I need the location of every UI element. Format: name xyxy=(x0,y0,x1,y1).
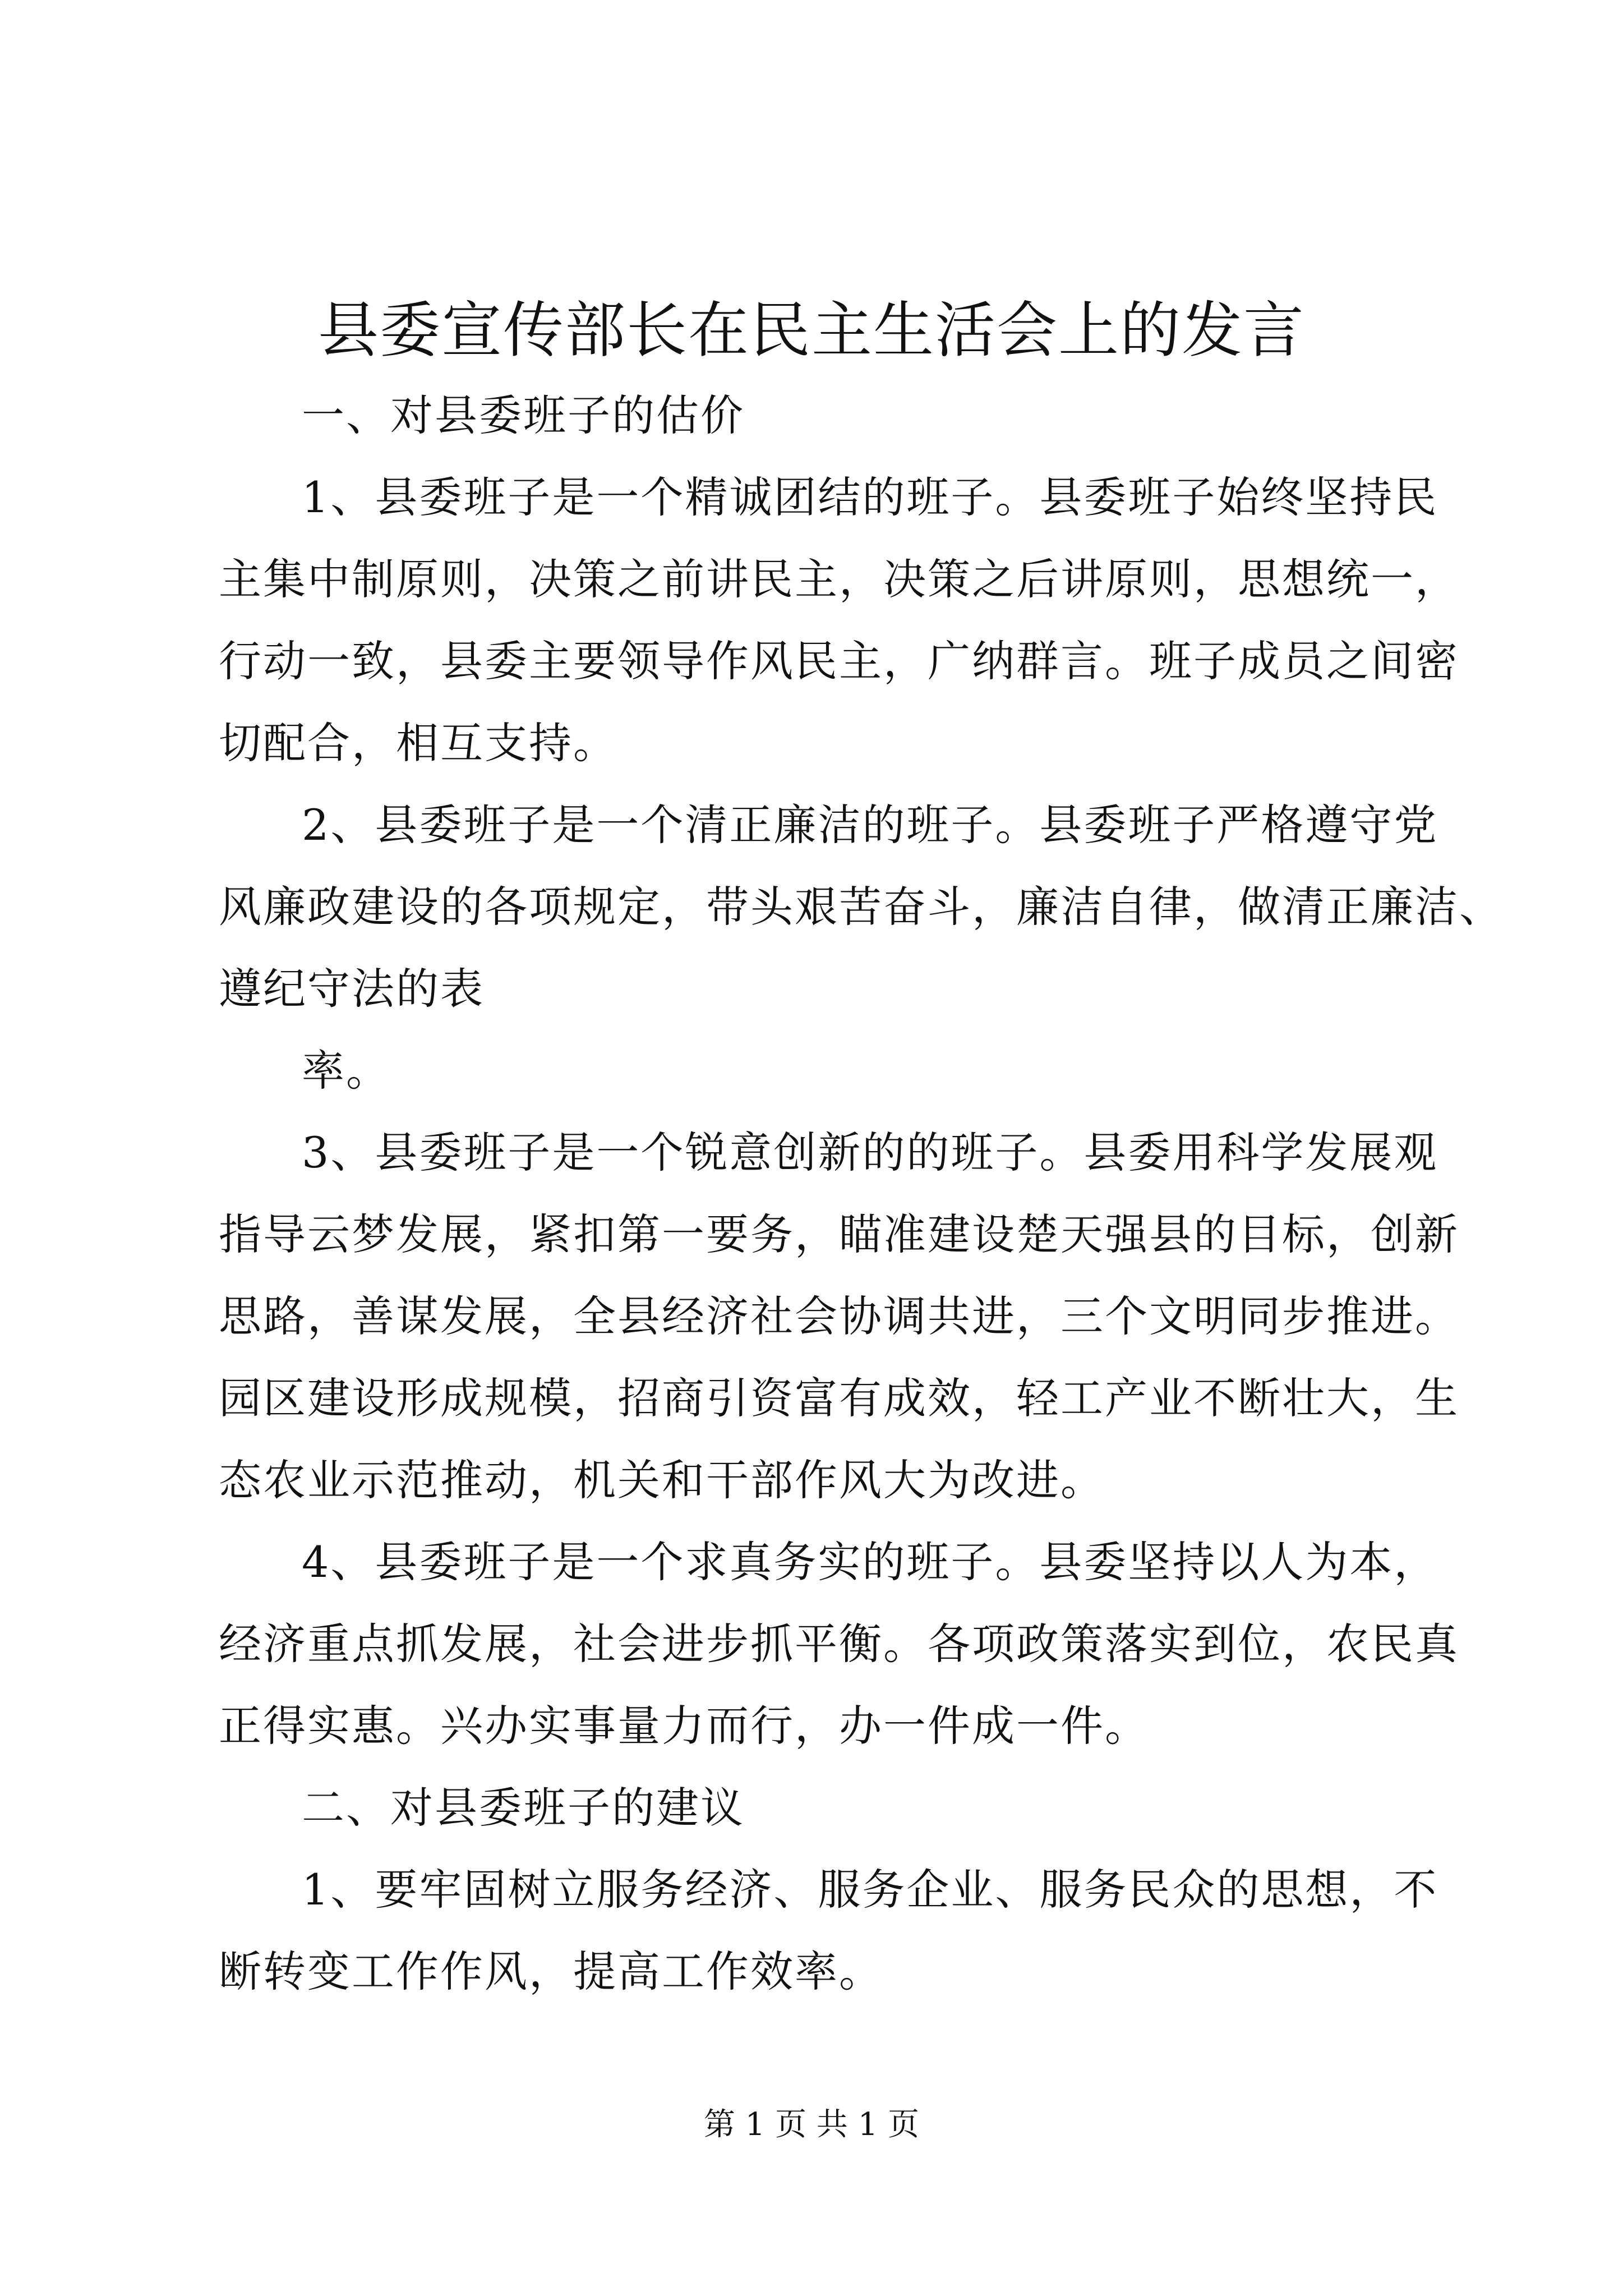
paragraph-line: 指导云梦发展，紧扣第一要务，瞄准建设楚天强县的目标，创新 xyxy=(219,1209,1459,1259)
page-footer: 第 1 页 共 1 页 xyxy=(703,2106,920,2143)
paragraph-line: 风廉政建设的各项规定，带头艰苦奋斗，廉洁自律，做清正廉洁、 xyxy=(219,882,1504,932)
paragraph-line: 思路，善谋发展，全县经济社会协调共进，三个文明同步推进。 xyxy=(219,1291,1459,1341)
paragraph-line: 断转变工作作风，提高工作效率。 xyxy=(219,1947,883,1996)
document-title: 县委宣传部长在民主生活会上的发言 xyxy=(317,296,1305,366)
paragraph-line: 主集中制原则，决策之前讲民主，决策之后讲原则，思想统一， xyxy=(219,554,1459,604)
paragraph-line: 1、要牢固树立服务经济、服务企业、服务民众的思想，不 xyxy=(302,1865,1438,1915)
paragraph-line: 切配合，相互支持。 xyxy=(219,718,617,768)
paragraph-line: 率。 xyxy=(302,1046,390,1096)
paragraph-line: 正得实惠。兴办实事量力而行，办一件成一件。 xyxy=(219,1701,1149,1751)
paragraph-line: 园区建设形成规模，招商引资富有成效，轻工产业不断壮大，生 xyxy=(219,1373,1459,1423)
section-heading-2: 二、对县委班子的建议 xyxy=(302,1783,745,1833)
section-heading-1: 一、对县委班子的估价 xyxy=(302,390,745,440)
paragraph-line: 2、县委班子是一个清正廉洁的班子。县委班子严格遵守党 xyxy=(302,800,1438,850)
paragraph-line: 4、县委班子是一个求真务实的班子。县委坚持以人为本， xyxy=(302,1537,1438,1587)
paragraph-line: 经济重点抓发展，社会进步抓平衡。各项政策落实到位，农民真 xyxy=(219,1619,1459,1669)
paragraph-line: 3、县委班子是一个锐意创新的的班子。县委用科学发展观 xyxy=(302,1128,1438,1177)
document-body xyxy=(219,375,1504,2013)
paragraph-line: 遵纪守法的表 xyxy=(219,964,485,1014)
paragraph-line: 态农业示范推动，机关和干部作风大为改进。 xyxy=(219,1455,1105,1505)
paragraph-line: 行动一致，县委主要领导作风民主，广纳群言。班子成员之间密 xyxy=(219,636,1459,686)
paragraph-line: 1、县委班子是一个精诚团结的班子。县委班子始终坚持民 xyxy=(302,472,1438,522)
